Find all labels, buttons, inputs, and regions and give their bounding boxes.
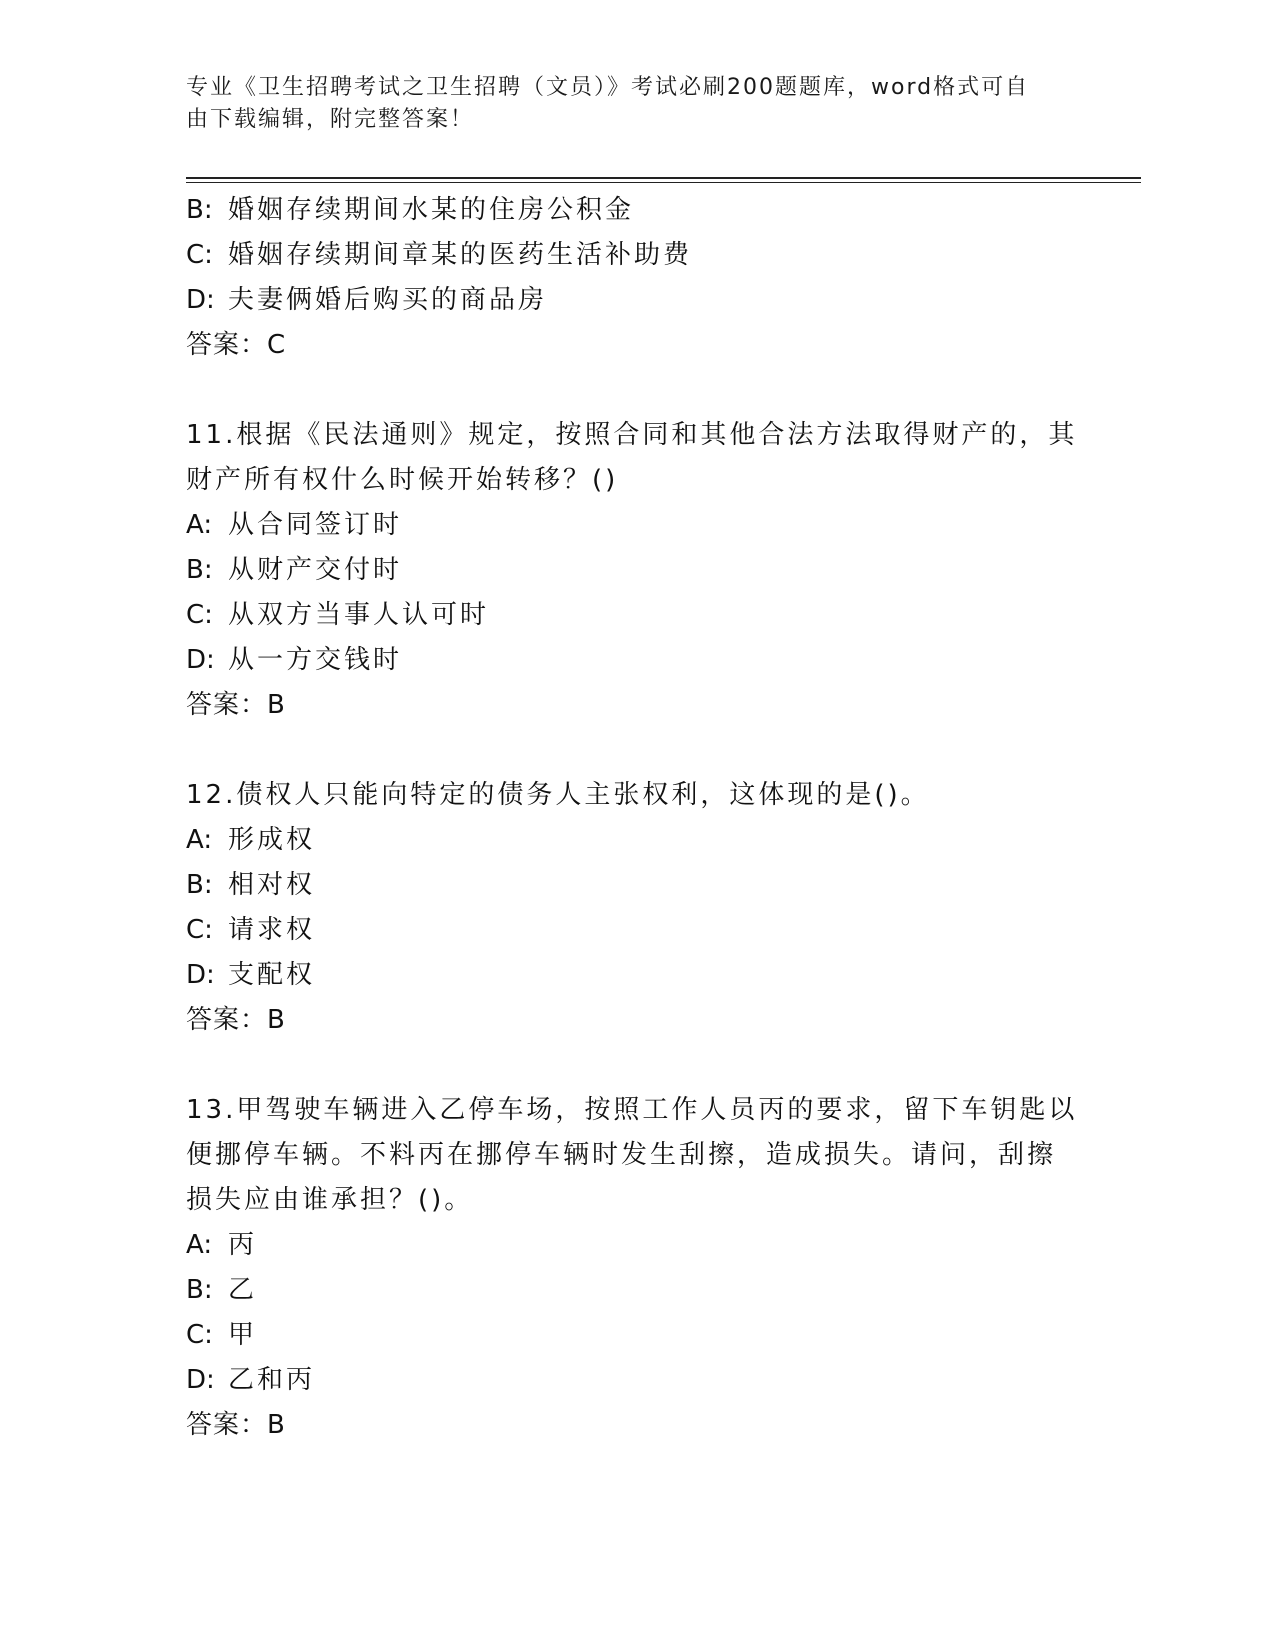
- question-13: [186, 1088, 1078, 1448]
- option-letter: B:: [186, 870, 213, 900]
- option-text: 乙: [228, 1275, 258, 1305]
- option-b: [186, 188, 1066, 233]
- option-d: [186, 278, 1066, 323]
- option-letter: C:: [186, 240, 213, 270]
- option-d: [186, 1358, 1066, 1403]
- option-text: 夫妻俩婚后购买的商品房: [228, 285, 548, 315]
- option-text: 支配权: [228, 960, 316, 990]
- option-letter: D:: [186, 960, 215, 990]
- question-stem-line: 便挪停车辆。不料丙在挪停车辆时发生刮擦，造成损失。请问，刮擦: [186, 1140, 1057, 1170]
- option-text: 甲: [228, 1320, 258, 1350]
- question-12: [186, 773, 1066, 1043]
- option-text: 从财产交付时: [228, 555, 403, 585]
- option-letter: C:: [186, 915, 213, 945]
- option-d: [186, 953, 1066, 998]
- option-b: [186, 863, 1066, 908]
- question-stem-line: 损失应由谁承担？()。: [186, 1185, 474, 1215]
- header-line-2: 由下载编辑，附完整答案！: [186, 107, 475, 132]
- question-stem-line: 11.根据《民法通则》规定，按照合同和其他合法方法取得财产的，其: [186, 420, 1078, 450]
- option-letter: D:: [186, 645, 215, 675]
- document-header: [186, 72, 1086, 136]
- option-letter: D:: [186, 285, 215, 315]
- option-letter: A:: [186, 510, 213, 540]
- option-text: 相对权: [228, 870, 316, 900]
- header-divider-thick: [186, 177, 1141, 179]
- question-stem: [186, 1088, 1078, 1223]
- question-stem-line: 12.债权人只能向特定的债务人主张权利，这体现的是()。: [186, 780, 930, 810]
- answer-line: 答案：B: [186, 1410, 286, 1440]
- option-a: [186, 503, 1066, 548]
- header-divider-thin: [186, 182, 1141, 183]
- option-letter: A:: [186, 825, 213, 855]
- question-stem: [186, 773, 1066, 818]
- option-text: 形成权: [228, 825, 316, 855]
- option-text: 婚姻存续期间水某的住房公积金: [228, 195, 635, 225]
- option-text: 从合同签订时: [228, 510, 403, 540]
- option-text: 请求权: [228, 915, 316, 945]
- question-11: [186, 413, 1078, 728]
- question-10-tail: [186, 188, 1066, 368]
- answer-line: 答案：C: [186, 330, 287, 360]
- question-stem: [186, 413, 1078, 503]
- option-c: [186, 593, 1066, 638]
- option-b: [186, 548, 1066, 593]
- option-letter: C:: [186, 600, 213, 630]
- option-letter: B:: [186, 555, 213, 585]
- option-letter: C:: [186, 1320, 213, 1350]
- option-text: 乙和丙: [228, 1365, 316, 1395]
- spacer: [186, 728, 1066, 773]
- spacer: [186, 1043, 1066, 1088]
- option-a: [186, 818, 1066, 863]
- option-text: 婚姻存续期间章某的医药生活补助费: [228, 240, 693, 270]
- option-letter: B:: [186, 195, 213, 225]
- option-b: [186, 1268, 1066, 1313]
- spacer: [186, 368, 1066, 413]
- answer-line: 答案：B: [186, 690, 286, 720]
- header-line-1: 专业《卫生招聘考试之卫生招聘（文员）》考试必刷200题题库，word格式可自: [186, 75, 1030, 100]
- option-c: [186, 908, 1066, 953]
- answer-line: 答案：B: [186, 1005, 286, 1035]
- question-stem-line: 13.甲驾驶车辆进入乙停车场，按照工作人员丙的要求，留下车钥匙以: [186, 1095, 1078, 1125]
- option-a: [186, 1223, 1066, 1268]
- option-c: [186, 1313, 1066, 1358]
- option-letter: A:: [186, 1230, 213, 1260]
- option-text: 从一方交钱时: [228, 645, 403, 675]
- option-letter: B:: [186, 1275, 213, 1305]
- question-stem-line: 财产所有权什么时候开始转移？(): [186, 465, 619, 495]
- option-d: [186, 638, 1066, 683]
- option-text: 丙: [228, 1230, 258, 1260]
- option-c: [186, 233, 1066, 278]
- document-body: [186, 188, 1078, 1448]
- option-letter: D:: [186, 1365, 215, 1395]
- option-text: 从双方当事人认可时: [228, 600, 490, 630]
